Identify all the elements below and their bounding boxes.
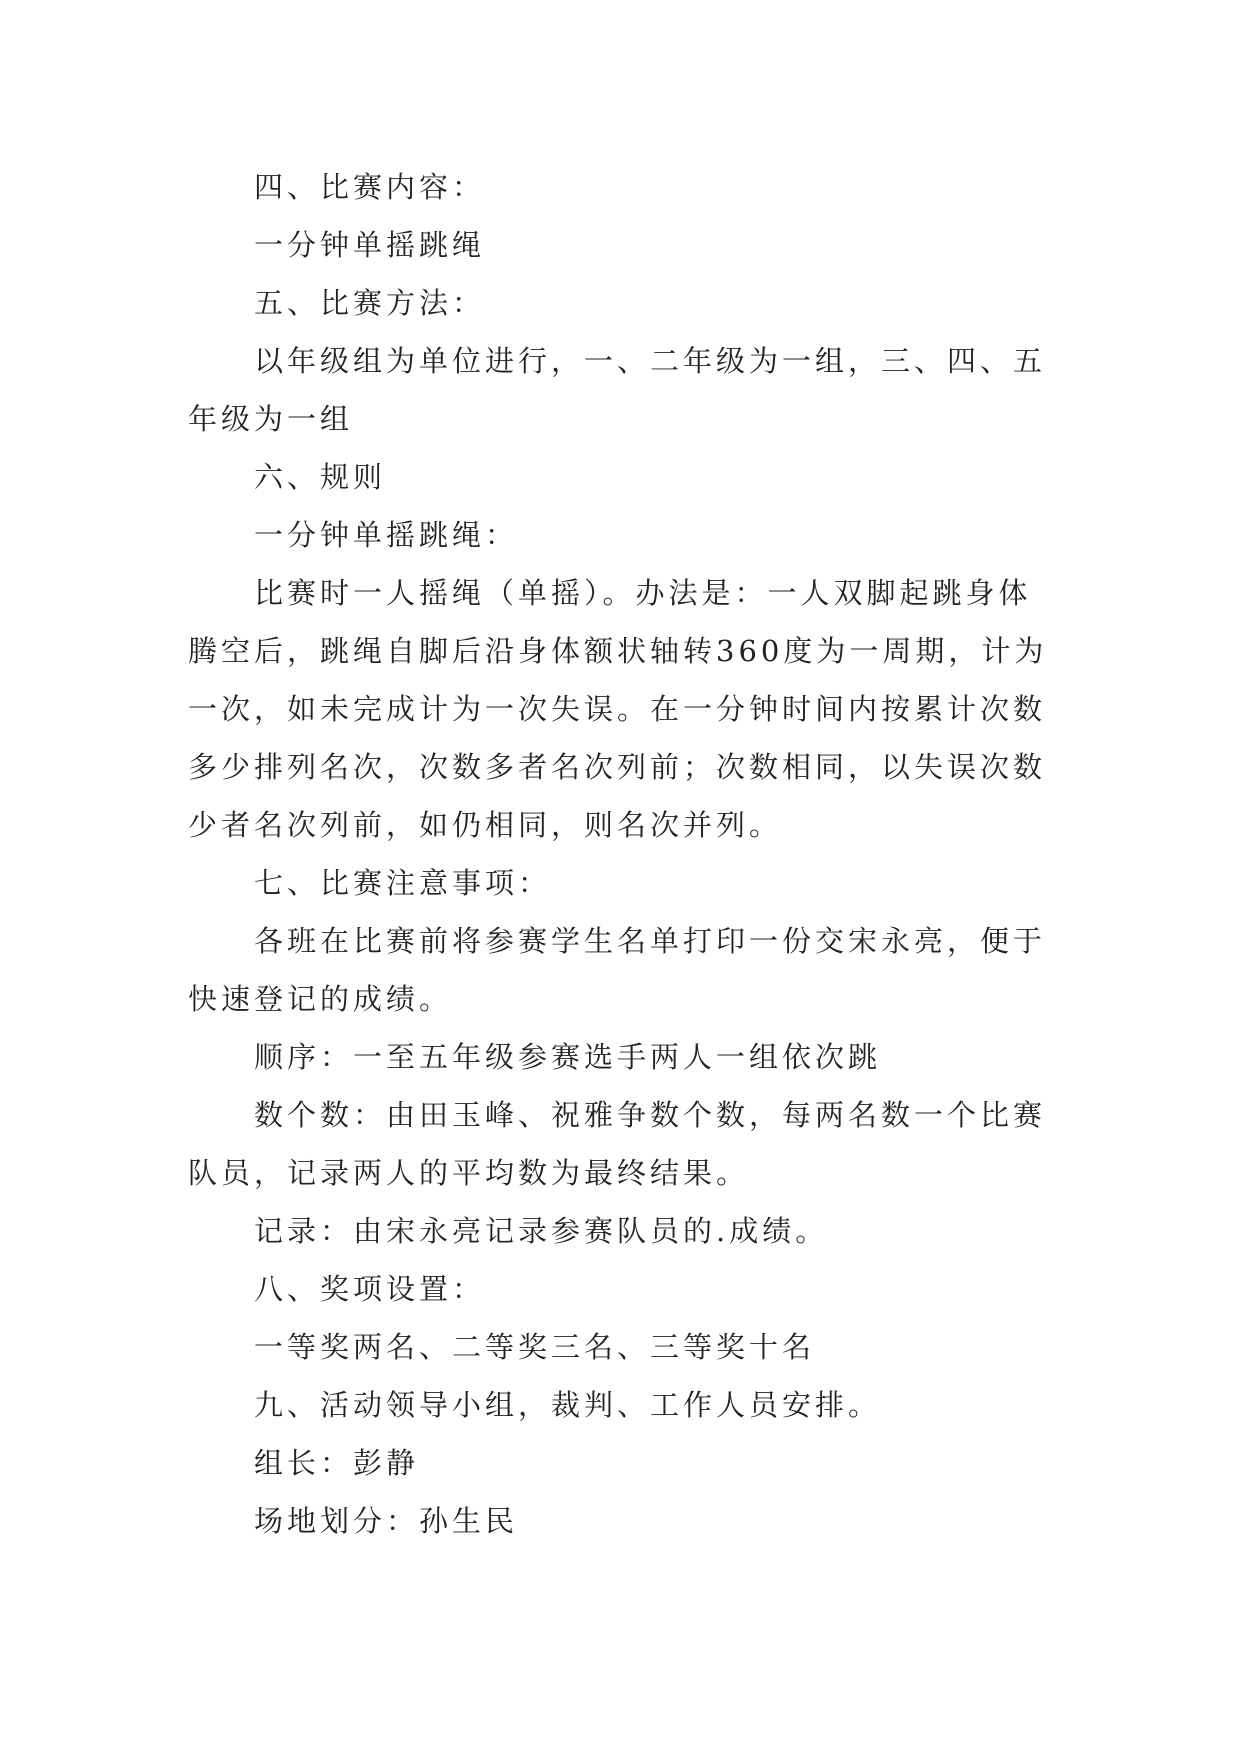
paragraph-venue: 场地划分：孙生民 xyxy=(254,1504,519,1538)
heading-organization: 九、活动领导小组，裁判、工作人员安排。 xyxy=(254,1388,882,1422)
heading-competition-method: 五、比赛方法： xyxy=(254,286,486,320)
paragraph-recording: 记录：由宋永亮记录参赛队员的.成绩。 xyxy=(254,1214,829,1248)
paragraph-rule-title: 一分钟单摇跳绳： xyxy=(254,518,519,552)
paragraph-awards: 一等奖两名、二等奖三名、三等奖十名 xyxy=(254,1330,816,1364)
paragraph-grouping: 以年级组为单位进行，一、二年级为一组，三、四、五年级为一组 xyxy=(188,344,1047,436)
heading-notes: 七、比赛注意事项： xyxy=(254,866,552,900)
heading-competition-content: 四、比赛内容： xyxy=(254,170,486,204)
paragraph-event: 一分钟单摇跳绳 xyxy=(254,228,486,262)
paragraph-roster: 各班在比赛前将参赛学生名单打印一份交宋永亮，便于快速登记的成绩。 xyxy=(188,924,1047,1016)
document-body xyxy=(188,158,1058,1550)
heading-awards: 八、奖项设置： xyxy=(254,1272,486,1306)
paragraph-leader: 组长：彭静 xyxy=(254,1446,420,1480)
heading-rules: 六、规则 xyxy=(254,460,387,494)
paragraph-counting: 数个数：由田玉峰、祝雅争数个数，每两名数一个比赛队员，记录两人的平均数为最终结果。 xyxy=(188,1098,1047,1190)
paragraph-rule-detail: 比赛时一人摇绳（单摇）。办法是：一人双脚起跳身体腾空后，跳绳自脚后沿身体额状轴转360度为一周期，计为一次，如未完成计为一次失误。在一分钟时间内按累计次数多少排列名次，次数多者名次列前；次数相同，以失误次数少者名次列前，如仍相同，则名次并列。 xyxy=(188,576,1048,842)
paragraph-order: 顺序：一至五年级参赛选手两人一组依次跳 xyxy=(254,1040,882,1074)
